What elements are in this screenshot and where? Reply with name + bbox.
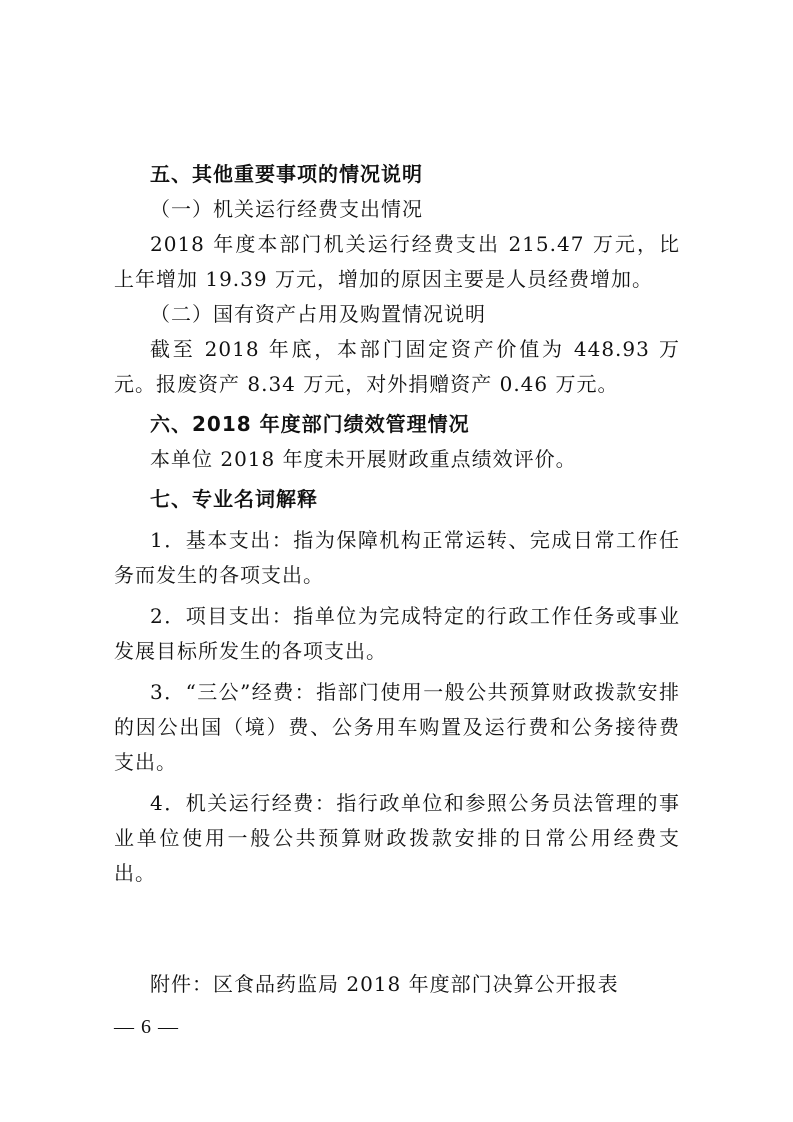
section-5-sub-1-text: 2018 年度本部门机关运行经费支出 215.47 万元，比上年增加 19.39 万元，增加的原因主要是人员经费增加。 xyxy=(114,232,680,291)
definition-three-public-expenses: 3．“三公”经费：指部门使用一般公共预算财政拨款安排的因公出国（境）费、公务用车购置及运行费和公务接待费支出。 xyxy=(114,680,680,774)
section-5-sub-2-text: 截至 2018 年底，本部门固定资产价值为 448.93 万元。报废资产 8.34 万元，对外捐赠资产 0.46 万元。 xyxy=(114,337,680,396)
definition-project-expenditure: 2．项目支出：指单位为完成特定的行政工作任务或事业发展目标所发生的各项支出。 xyxy=(114,604,680,663)
section-6-heading: 六、2018 年度部门绩效管理情况 xyxy=(150,412,470,436)
section-5-sub-2-title: （二）国有资产占用及购置情况说明 xyxy=(150,302,486,326)
section-5-heading: 五、其他重要事项的情况说明 xyxy=(150,162,423,186)
definition-operating-expenses: 4．机关运行经费：指行政单位和参照公务员法管理的事业单位使用一般公共预算财政拨款安排的日常公用经费支出。 xyxy=(114,791,680,885)
section-5-sub-1-title: （一）机关运行经费支出情况 xyxy=(150,197,423,221)
definition-basic-expenditure: 1．基本支出：指为保障机构正常运转、完成日常工作任务而发生的各项支出。 xyxy=(114,528,680,587)
page-number: — 6 — xyxy=(114,1016,179,1038)
section-6-text: 本单位 2018 年度未开展财政重点绩效评价。 xyxy=(150,447,577,471)
attachment-note: 附件：区食品药监局 2018 年度部门决算公开报表 xyxy=(150,972,619,996)
page-body xyxy=(114,156,680,891)
section-7-heading: 七、专业名词解释 xyxy=(150,487,318,511)
